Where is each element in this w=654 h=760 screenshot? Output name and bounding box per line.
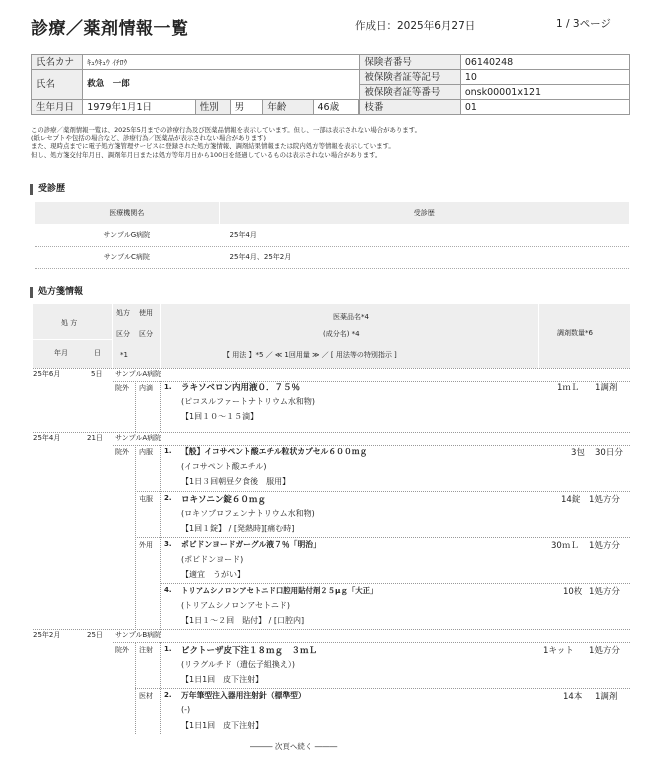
- header-ingredient: (成分名) *4: [323, 330, 360, 338]
- rx-qty: 1キット: [543, 646, 574, 656]
- rx-ingredient: (ピコスルファートナトリウム水和物): [181, 397, 316, 406]
- branch-label: 枝番: [360, 100, 460, 115]
- rx-item-no: 1.: [164, 645, 172, 653]
- rx-qty: 14本: [563, 692, 583, 702]
- patient-info-table: [31, 54, 630, 115]
- created-date: 作成日：2025年6月27日: [355, 20, 476, 32]
- rx-drug-name: ポビドンヨードガーグル液７％「明治」: [181, 540, 321, 549]
- rx-item-no: 4.: [164, 586, 172, 594]
- page-title: 診療／薬剤情報一覧: [31, 19, 189, 39]
- rx-kubun2: 注射: [139, 646, 153, 654]
- sex-value: 男: [230, 100, 263, 115]
- visits-col-history: 受診歴: [219, 202, 629, 224]
- header-qty: 調剤数量*6: [557, 329, 593, 337]
- name-value: 救急 一郎: [83, 70, 360, 100]
- rx-hospital: サンプルA病院: [115, 434, 162, 442]
- notes: [31, 126, 641, 159]
- rx-drug-name: 【般】イコサペント酸エチル粒状カプセル６００ｍｇ: [181, 447, 368, 456]
- rx-day: 21日: [87, 434, 103, 442]
- prescriptions-section-title: 処方箋情報: [30, 287, 83, 298]
- rx-kubun2: 外用: [139, 541, 153, 549]
- rx-qty-unit: 30日分: [595, 448, 623, 458]
- rx-qty-unit: 1調剤: [595, 383, 618, 393]
- visit-hospital: サンプルG病院: [35, 224, 219, 246]
- visit-history: 25年4月、25年2月: [219, 246, 629, 268]
- sex-label: 性別: [195, 100, 230, 115]
- rx-usage: 【1日３回朝昼夕食後 服用】: [181, 477, 291, 486]
- note-line: 但し、処方箋交付年月日、調剤年月日または処方等年月日から100日を経過しているものは表示されない場合があります。: [31, 150, 382, 159]
- rx-ingredient: (リラグルチド（遺伝子組換え）): [181, 660, 296, 669]
- number-label: 被保険者証等番号: [360, 85, 460, 100]
- rx-ingredient: (トリアムシノロンアセトニド): [181, 601, 290, 610]
- rx-qty-unit: 1調剤: [595, 692, 618, 702]
- name-label: 氏名: [32, 70, 83, 100]
- rx-item-no: 2.: [164, 691, 172, 699]
- rx-qty: 3包: [571, 448, 585, 458]
- rx-usage: 【1日1回 皮下注射】: [181, 721, 264, 730]
- rx-hospital: サンプルB病院: [115, 631, 162, 639]
- rx-kubun1: 院外: [115, 384, 129, 392]
- header-kubun1: 区分: [116, 330, 130, 338]
- visits-table: [35, 202, 629, 269]
- rx-usage: 【1回１０～１５滴】: [181, 412, 259, 421]
- dob-value: 1979年1月1日: [83, 100, 195, 115]
- rx-kubun1: 院外: [115, 448, 129, 456]
- header-note1: *1: [120, 351, 128, 359]
- header-hi: 日: [94, 349, 101, 357]
- rx-qty: 30ｍＬ: [551, 541, 579, 551]
- kana-value: ｷｭｳｷｭｳ ｲﾁﾛｳ: [83, 55, 360, 70]
- rx-qty: 1ｍＬ: [557, 383, 580, 393]
- rx-usage: 【適宜 うがい】: [181, 570, 245, 579]
- header-kubun2: 区分: [139, 330, 153, 338]
- rx-item-no: 1.: [164, 383, 172, 391]
- rx-ingredient: (ポビドンヨード): [181, 555, 244, 564]
- header-drug: 医薬品名*4: [333, 313, 369, 321]
- insurer-label: 保険者番号: [360, 55, 460, 70]
- rx-day: 25日: [87, 631, 103, 639]
- symbol-label: 被保険者証等記号: [360, 70, 460, 85]
- symbol-value: 10: [460, 70, 629, 85]
- number-value: onsk00001x121: [460, 85, 629, 100]
- header-shiyou: 使用: [139, 309, 153, 317]
- note-line: この診療／薬剤情報一覧は、2025年5月までの診療行為及び医薬品情報を表示しています。但し、一部は表示されない場合があります。: [31, 126, 421, 134]
- header-shohou2: 処方: [116, 309, 130, 317]
- rx-drug-name: トリアムシノロンアセトニド口腔用貼付剤２５μｇ「大正」: [181, 586, 378, 595]
- rx-ingredient: (イコサペント酸エチル): [181, 462, 267, 471]
- age-value: 46歳: [313, 100, 359, 115]
- kana-label: 氏名カナ: [32, 55, 83, 70]
- rx-usage: 【1日１～２回 貼付】 / [口腔内]: [181, 616, 305, 625]
- rx-qty-unit: 1処方分: [589, 646, 620, 656]
- rx-kubun2: 屯服: [139, 495, 153, 503]
- note-line: (紙レセプトや包括の場合など、診療行為／医薬品が表示されない場合があります): [31, 134, 267, 143]
- rx-qty-unit: 1処方分: [589, 587, 620, 597]
- page-number: 1 / 3ページ: [556, 18, 611, 30]
- rx-item-no: 3.: [164, 540, 172, 548]
- rx-year-month: 25年2月: [33, 631, 61, 639]
- header-usage: 【 用法 】*5 ／ ≪ 1回用量 ≫ ／ [ 用法等の特別指示 ]: [223, 351, 397, 359]
- table-row: [35, 224, 629, 246]
- visits-section-title: 受診歴: [30, 184, 65, 195]
- dob-label: 生年月日: [32, 100, 83, 115]
- rx-ingredient: (ロキソプロフェンナトリウム水和物): [181, 509, 315, 518]
- rx-drug-name: 万年筆型注入器用注射針（標準型）: [181, 691, 306, 700]
- insurer-value: 06140248: [460, 55, 629, 70]
- visit-history: 25年4月: [219, 224, 629, 246]
- rx-drug-name: ビクトーザ皮下注１８ｍｇ ３ｍＬ: [181, 646, 318, 656]
- header-nengetsu: 年月: [54, 349, 68, 357]
- rx-kubun2: 内滴: [139, 384, 153, 392]
- continued-footer: ――― 次頁へ続く ―――: [250, 742, 338, 751]
- rx-usage: 【1日1回 皮下注射】: [181, 675, 264, 684]
- rx-day: 5日: [91, 370, 103, 378]
- rx-drug-name: ラキソベロン内用液０．７５％: [181, 383, 301, 393]
- rx-qty-unit: 1処方分: [589, 495, 620, 505]
- header-shohou: 処 方: [61, 319, 78, 327]
- branch-value: 01: [460, 100, 629, 115]
- prescriptions-table: [33, 304, 630, 744]
- rx-hospital: サンプルA病院: [115, 370, 162, 378]
- rx-kubun2: 内服: [139, 448, 153, 456]
- rx-item-no: 1.: [164, 447, 172, 455]
- rx-kubun1: 院外: [115, 646, 129, 654]
- rx-qty: 10枚: [563, 587, 583, 597]
- table-row: [35, 246, 629, 268]
- rx-qty-unit: 1処方分: [589, 541, 620, 551]
- rx-kubun2: 医材: [139, 692, 153, 700]
- rx-ingredient: (-): [181, 705, 191, 714]
- rx-year-month: 25年4月: [33, 434, 61, 442]
- rx-drug-name: ロキソニン錠６０ｍｇ: [181, 495, 266, 505]
- age-label: 年齢: [263, 100, 313, 115]
- visits-col-hospital: 医療機関名: [35, 202, 219, 224]
- rx-year-month: 25年6月: [33, 370, 61, 378]
- note-line: また、現時点までに電子処方箋管理サービスに登録された処方箋情報、調剤結果情報または院内処方等情報を表示しています。: [31, 142, 395, 151]
- rx-qty: 14錠: [561, 495, 581, 505]
- rx-item-no: 2.: [164, 494, 172, 502]
- rx-usage: 【1回１錠】 / [発熱時][痛む時]: [181, 524, 295, 533]
- visit-hospital: サンプルC病院: [35, 246, 219, 268]
